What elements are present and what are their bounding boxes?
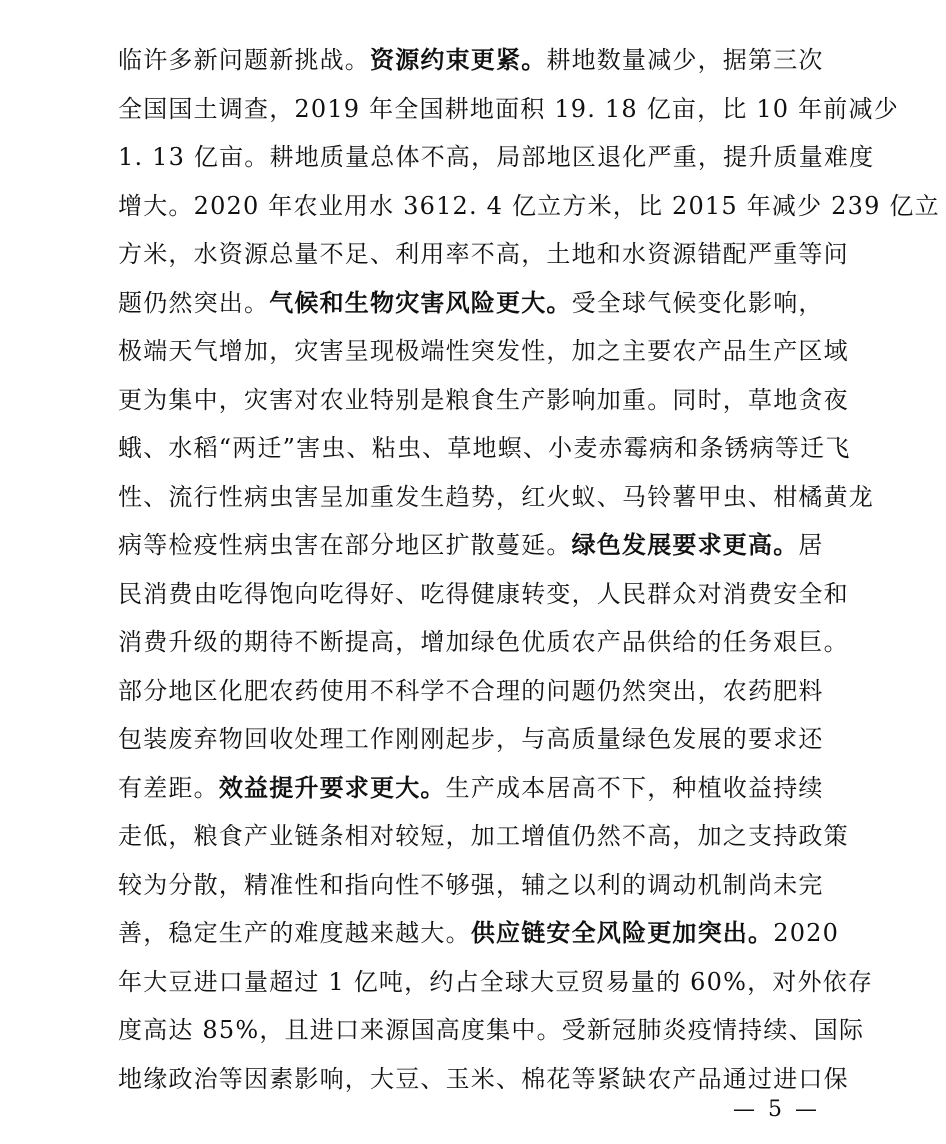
body-text-span: 极端天气增加，灾害呈现极端性突发性，加之主要农产品生产区域 xyxy=(118,337,849,365)
body-text-span: 走低，粮食产业链条相对较短，加工增值仍然不高，加之支持政策 xyxy=(118,822,849,850)
body-text-span: 1. 13 亿亩。耕地质量总体不高，局部地区退化严重，提升质量难度 xyxy=(118,143,875,171)
body-text-span: 受全球气候变化影响， xyxy=(571,288,824,317)
text-line xyxy=(118,133,875,182)
text-line xyxy=(118,424,851,473)
body-text-span: 2020 xyxy=(773,919,840,947)
body-text-span: 增大。2020 年农业用水 3612. 4 亿立方米，比 2015 年减少 239 亿立 xyxy=(118,191,940,220)
body-text-span: 病等检疫性病虫害在部分地区扩散蔓延。 xyxy=(118,531,572,559)
body-text-span: 临许多新问题新挑战。 xyxy=(118,46,370,74)
text-line xyxy=(118,861,828,910)
text-line xyxy=(118,327,849,376)
body-text-span: 居 xyxy=(798,531,824,559)
page-number: — 5 — xyxy=(733,1097,820,1122)
body-text-span: 蛾、水稻“两迁”害虫、粘虫、草地螟、小麦赤霉病和条锈病等迁飞 xyxy=(118,434,851,462)
body-text-span: 包装废弃物回收处理工作刚刚起步，与高质量绿色发展的要求还 xyxy=(118,725,824,753)
body-text-span: 消费升级的期待不断提高，增加绿色优质农产品供给的任务艰巨。 xyxy=(118,628,849,656)
body-text-span: 耕地数量减少，据第三次 xyxy=(546,46,824,74)
text-line xyxy=(118,279,828,328)
body-text-span: 较为分散，精准性和指向性不够强，辅之以利的调动机制尚未完 xyxy=(118,870,824,899)
text-line xyxy=(118,1055,849,1104)
text-line xyxy=(118,230,849,279)
body-text-span: 度高达 85%，且进口来源国高度集中。受新冠肺炎疫情持续、国际 xyxy=(118,1016,865,1044)
text-line xyxy=(118,376,849,425)
text-line xyxy=(118,958,874,1007)
text-line xyxy=(118,473,874,522)
body-text-span: 全国国土调查，2019 年全国耕地面积 19. 18 亿亩，比 10 年前减少 xyxy=(118,94,899,123)
body-text-span: 更为集中，灾害对农业特别是粮食生产影响加重。同时，草地贪夜 xyxy=(118,385,849,414)
text-line xyxy=(118,182,940,231)
text-line xyxy=(118,521,828,570)
text-line xyxy=(118,570,849,619)
bold-heading-text: 供应链安全风险更加突出。 xyxy=(470,919,774,947)
text-line xyxy=(118,715,828,764)
text-line xyxy=(118,85,899,134)
bold-heading-text: 效益提升要求更大。 xyxy=(218,773,446,802)
bold-heading-text: 气候和生物灾害风险更大。 xyxy=(269,288,572,317)
body-text-span: 善，稳定生产的难度越来越大。 xyxy=(118,919,471,947)
body-text-span: 生产成本居高不下，种植收益持续 xyxy=(445,773,824,802)
text-line xyxy=(118,618,849,667)
text-line xyxy=(118,812,849,861)
body-text-span: 题仍然突出。 xyxy=(118,288,270,317)
text-line xyxy=(118,764,828,813)
body-text-span: 地缘政治等因素影响，大豆、玉米、棉花等紧缺农产品通过进口保 xyxy=(118,1064,849,1093)
bold-heading-text: 资源约束更紧。 xyxy=(370,46,547,74)
bold-heading-text: 绿色发展要求更高。 xyxy=(571,531,799,559)
body-text-span: 部分地区化肥农药使用不科学不合理的问题仍然突出，农药肥料 xyxy=(118,676,824,705)
body-text-span: 性、流行性病虫害呈加重发生趋势，红火蚁、马铃薯甲虫、柑橘黄龙 xyxy=(118,482,874,511)
body-text xyxy=(118,36,940,1103)
text-line xyxy=(118,36,828,85)
body-text-span: 方米，水资源总量不足、利用率不高，土地和水资源错配严重等问 xyxy=(118,240,849,268)
body-text-span: 年大豆进口量超过 1 亿吨，约占全球大豆贸易量的 60%，对外依存 xyxy=(118,967,874,996)
body-text-span: 有差距。 xyxy=(118,773,219,802)
text-line xyxy=(118,667,828,716)
body-text-span: 民消费由吃得饱向吃得好、吃得健康转变，人民群众对消费安全和 xyxy=(118,579,849,608)
text-line xyxy=(118,1006,865,1055)
text-line xyxy=(118,909,840,958)
